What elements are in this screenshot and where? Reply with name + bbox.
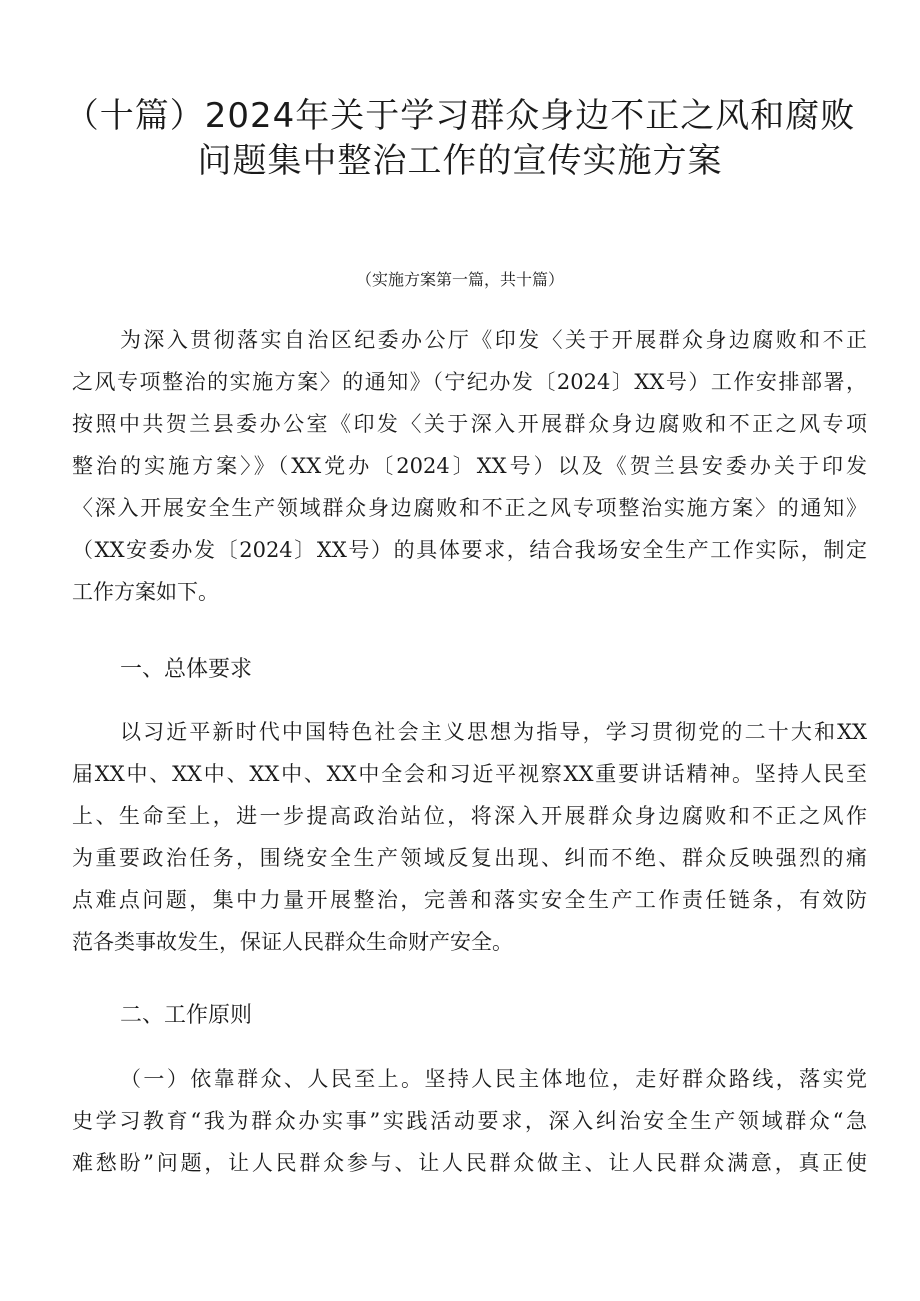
section1-line: 届XX中、XX中、XX中、XX中全会和习近平视察XX重要讲话精神。坚持人民至 (72, 762, 867, 786)
section-heading-work-principles: 二、工作原则 (120, 1003, 253, 1028)
section1-line: 为重要政治任务，围绕安全生产领域反复出现、纠而不绝、群众反映强烈的痛 (72, 846, 867, 870)
section2-line: 史学习教育“我为群众办实事”实践活动要求，深入纠治安全生产领域群众“急 (72, 1109, 867, 1133)
intro-line: 工作方案如下。 (72, 580, 219, 604)
intro-line: 整治的实施方案〉》（XX党办〔2024〕XX号）以及《贺兰县安委办关于印发 (72, 454, 867, 478)
intro-line: 之风专项整治的实施方案〉的通知》（宁纪办发〔2024〕XX号）工作安排部署， (72, 370, 867, 394)
document-title-line-2: 问题集中整治工作的宣传实施方案 (197, 141, 723, 181)
section-heading-overall-requirements: 一、总体要求 (120, 657, 253, 682)
intro-line: 按照中共贺兰县委办公室《印发〈关于深入开展群众身边腐败和不正之风专项 (72, 412, 867, 436)
intro-line: （XX安委办发〔2024〕XX号）的具体要求，结合我场安全生产工作实际，制定 (72, 538, 867, 562)
section2-line: （一）依靠群众、人民至上。坚持人民主体地位，走好群众路线，落实党 (120, 1067, 867, 1091)
section1-line: 范各类事故发生，保证人民群众生命财产安全。 (72, 930, 513, 954)
section1-line: 以习近平新时代中国特色社会主义思想为指导，学习贯彻党的二十大和XX (120, 720, 867, 744)
section1-line: 点难点问题，集中力量开展整治，完善和落实安全生产工作责任链条，有效防 (72, 888, 867, 912)
document-title-line-1: （十篇）2024年关于学习群众身边不正之风和腐败 (64, 96, 856, 136)
intro-line: 〈深入开展安全生产领域群众身边腐败和不正之风专项整治实施方案〉的通知》 (72, 496, 867, 520)
document-subtitle: （实施方案第一篇，共十篇） (355, 270, 564, 289)
intro-line: 为深入贯彻落实自治区纪委办公厅《印发〈关于开展群众身边腐败和不正 (120, 328, 867, 352)
section1-line: 上、生命至上，进一步提高政治站位，将深入开展群众身边腐败和不正之风作 (72, 804, 867, 828)
section2-line: 难愁盼”问题，让人民群众参与、让人民群众做主、让人民群众满意，真正使 (72, 1151, 867, 1175)
